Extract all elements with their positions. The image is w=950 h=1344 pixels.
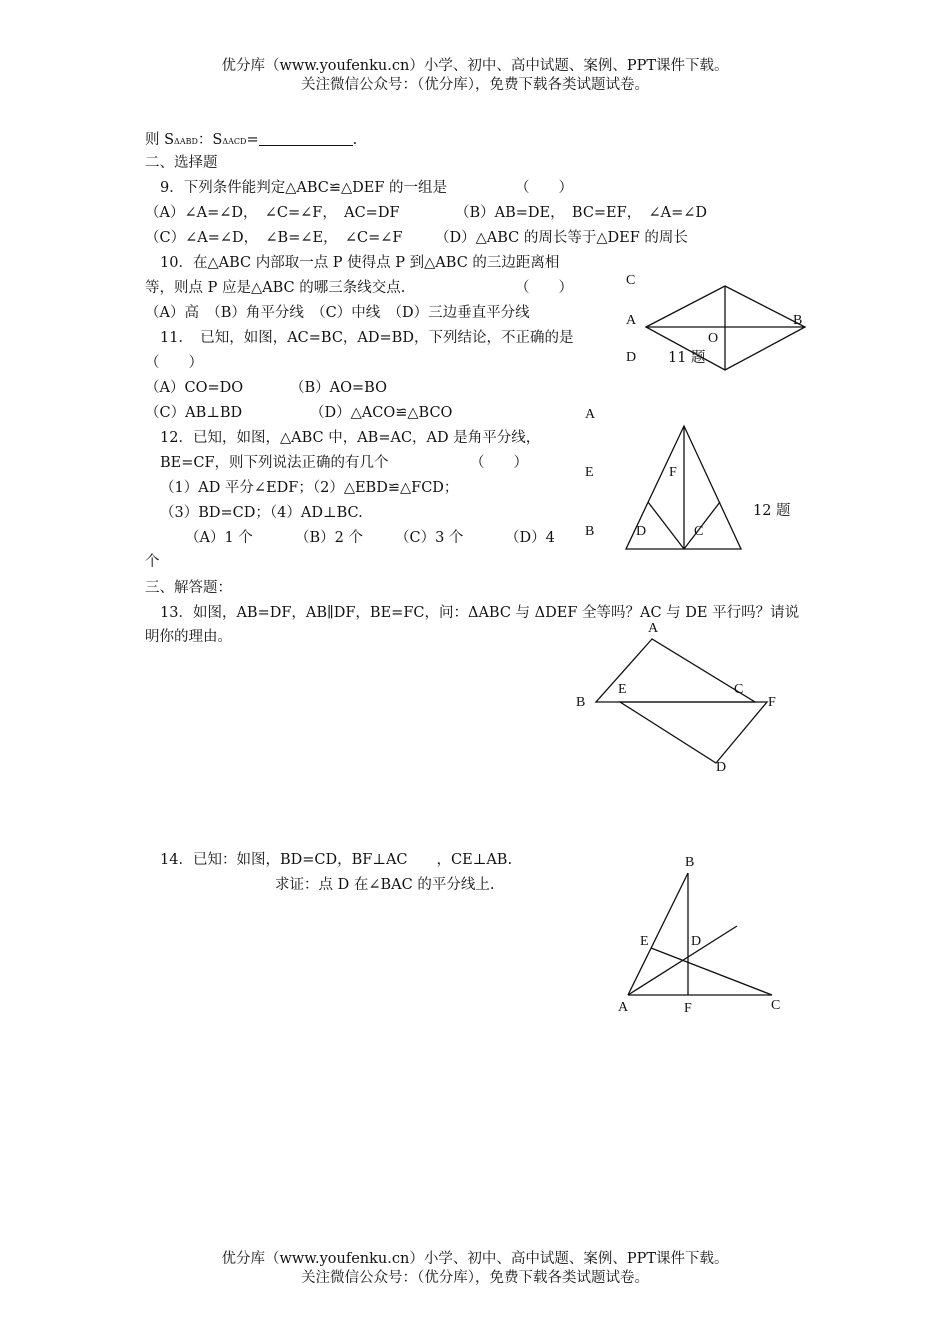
fig13-triangle-def <box>620 702 767 763</box>
q11-stem: 11． 已知，如图，AC=BC，AD=BD，下列结论，不正确的是 <box>160 330 574 346</box>
q10-line-2: 等，则点 P 应是△ABC 的哪三条线交点. <box>145 280 406 296</box>
fig13-label-c: C <box>734 682 744 697</box>
figure-13-diagram <box>596 639 767 763</box>
q13-line-2: 明你的理由。 <box>145 629 232 645</box>
q9-answer-paren: （ ） <box>515 180 573 196</box>
fig12-label-a: A <box>585 407 596 422</box>
fig11-label-b: B <box>793 313 803 328</box>
q13-line-1: 13．如图，AB=DF，AB∥DF，BE=FC，问：ΔABC 与 ΔDEF 全等吗？AC 与 DE 平行吗？请说 <box>160 605 800 621</box>
q12-answer-paren: （ ） <box>470 455 528 471</box>
q12-statements-1: （1）AD 平分∠EDF；（2）△EBD≌△FCD； <box>160 480 459 496</box>
q11-option-c: （C）AB⊥BD <box>145 405 243 421</box>
fig12-label-c: C <box>694 524 704 539</box>
fig11-label-d: D <box>626 350 637 365</box>
fig14-label-c: C <box>771 998 781 1013</box>
q11-option-b: （B）AO=BO <box>290 380 387 396</box>
fig11-label-o: O <box>708 331 719 346</box>
q9-option-b: （B）AB=DE， BC=EF， ∠A=∠D <box>455 205 708 221</box>
q11-option-d: （D）△ACO≌△BCO <box>310 405 453 421</box>
fig13-label-b: B <box>576 695 586 710</box>
q11-option-a: （A）CO=DO <box>145 380 244 396</box>
footer-line-1: 优分库（www.youfenku.cn）小学、初中、高中试题、案例、PPT课件下载。 <box>221 1251 729 1267</box>
q10-options: （A）高 （B）角平分线 （C）中线 （D）三边垂直平分线 <box>145 305 530 321</box>
fig12-segment-ed <box>648 502 684 549</box>
q10-line-1: 10．在△ABC 内部取一点 P 使得点 P 到△ABC 的三边距离相 <box>160 255 560 271</box>
q9-option-d: （D）△ABC 的周长等于△DEF 的周长 <box>435 230 688 246</box>
fig12-caption: 12 题 <box>753 503 791 519</box>
section-answer-heading: 三、解答题： <box>145 580 232 596</box>
q12-option-b: （B）2 个 <box>295 530 363 546</box>
q11-answer-paren: （ ） <box>145 355 203 371</box>
fig14-label-a: A <box>618 1000 629 1015</box>
fig11-label-a: A <box>626 313 637 328</box>
fig14-label-f: F <box>684 1001 692 1016</box>
fig14-label-d: D <box>691 934 702 949</box>
fig14-segment-ce <box>651 948 772 995</box>
q12-statements-2: （3）BD=CD；（4）AD⊥BC. <box>160 505 363 521</box>
fig13-label-d: D <box>716 760 727 775</box>
q12-option-d-tail: 个 <box>145 554 160 570</box>
fig11-caption: 11 题 <box>668 350 706 366</box>
q9-option-a: （A）∠A=∠D， ∠C=∠F， AC=DF <box>145 205 400 221</box>
section-choice-heading: 二、选择题 <box>145 155 218 171</box>
fig13-label-e: E <box>618 682 627 697</box>
header-line-2: 关注微信公众号：（优分库），免费下载各类试题试卷。 <box>301 77 649 93</box>
fig14-label-b: B <box>685 855 695 870</box>
fig12-label-f: F <box>669 465 677 480</box>
fig12-label-e: E <box>585 465 594 480</box>
q12-option-c: （C）3 个 <box>395 530 464 546</box>
fig13-label-f: F <box>768 695 776 710</box>
q14-line-2: 求证：点 D 在∠BAC 的平分线上. <box>275 877 495 893</box>
q12-option-a: （A）1 个 <box>185 530 253 546</box>
fig11-label-c: C <box>626 273 636 288</box>
q12-line-1: 12．已知，如图，△ABC 中，AB=AC，AD 是角平分线， <box>160 430 541 446</box>
footer-line-2: 关注微信公众号：（优分库），免费下载各类试题试卷。 <box>301 1270 649 1286</box>
q8-ratio-line: 则 SΔABD：SΔACD= . <box>145 132 358 148</box>
header-line-1: 优分库（www.youfenku.cn）小学、初中、高中试题、案例、PPT课件下载。 <box>221 58 729 74</box>
q12-line-2: BE=CF，则下列说法正确的有几个 <box>160 455 389 471</box>
q10-answer-paren: （ ） <box>515 280 573 296</box>
q14-line-1: 14．已知：如图，BD=CD，BF⊥AC ，CE⊥AB. <box>160 852 513 868</box>
q9-stem: 9．下列条件能判定△ABC≌△DEF 的一组是 <box>160 180 448 196</box>
fig14-label-e: E <box>640 934 649 949</box>
q9-option-c: （C）∠A=∠D， ∠B=∠E， ∠C=∠F <box>145 230 403 246</box>
fig13-label-a: A <box>648 621 659 636</box>
q12-option-d: （D）4 <box>505 530 555 546</box>
fig12-label-b: B <box>585 524 595 539</box>
fig12-label-d: D <box>636 524 647 539</box>
